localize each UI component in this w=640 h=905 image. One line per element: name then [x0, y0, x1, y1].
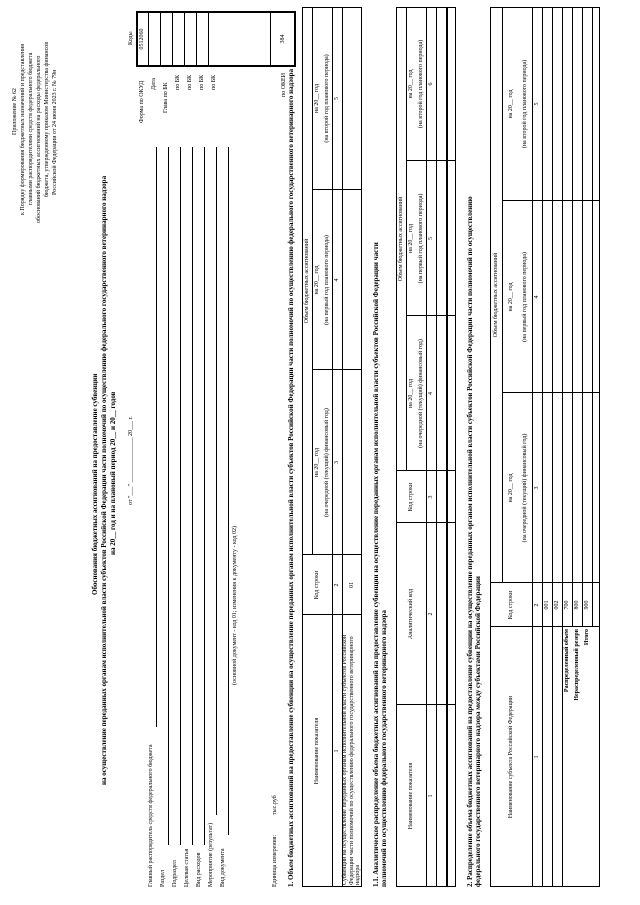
s2-total-code: 900 [583, 600, 590, 610]
s1-col-number: 3 [333, 461, 340, 464]
title-line-1: Обоснования бюджетных ассигнований на предоставление субвенции [91, 373, 99, 595]
right-label: по БК [199, 74, 205, 90]
s1-header-code: Код строки [313, 570, 320, 600]
s2-col-number: 4 [533, 295, 540, 299]
s11-header-analytic: Аналитический код [407, 588, 414, 640]
s2-header-name: Наименование субъекта Российской Федерации [507, 695, 514, 819]
s2-header-y3: на 20__ год [507, 89, 514, 119]
s2-header-y2: на 20__ год [507, 282, 514, 312]
right-label: по БК [175, 74, 181, 90]
s1-col-number: 1 [333, 749, 340, 753]
s11-col-number: 2 [427, 612, 434, 616]
s11-header-code: Код строки [407, 482, 414, 512]
left-label: Раздел [160, 870, 166, 887]
s2-total-code: 700 [563, 600, 570, 610]
s2-row-code: 002 [553, 600, 560, 610]
s2-total-label: Нераспределенный резерв [573, 629, 580, 701]
s1-col-number: 5 [333, 97, 340, 100]
s1-header-y1: на 20__ год [313, 447, 320, 478]
s2-total-code: 800 [573, 600, 580, 610]
s11-header-volume: Объем бюджетных ассигнований [397, 196, 404, 282]
s1-header-y1-sub: (на очередной (текущий) финансовый год) [323, 408, 330, 517]
title-line-2: на осуществление переданных органам исполнительной власти субъектов Российской Федерации части полномочий по осуществлению федерального государственного ветеринарного надзора [100, 175, 108, 785]
s1-row-label: Субвенции на осуществление переданных органам исполнительной власти субъектов Российской Федерации части полномочий по осуществлению федерального государственного ветеринарного надзора [341, 634, 362, 885]
s2-col-number: 5 [533, 102, 540, 106]
s11-header-name: Наименование показателя [407, 762, 414, 830]
right-label: по БК [211, 74, 217, 90]
s11-col-number: 1 [427, 794, 434, 798]
s1-value-y1[interactable] [342, 370, 362, 555]
s2-col-number: 2 [533, 603, 540, 607]
s11-header-y3: на 20__ год [407, 69, 414, 99]
s1-header-y3-sub: (на второй год планового периода) [323, 54, 330, 143]
s1-value-y3[interactable] [342, 7, 362, 190]
s1-header-y3: на 20__ год [313, 83, 320, 114]
codes-header: Коды [128, 31, 134, 45]
unit-label: Единица измерения: [272, 834, 278, 887]
s11-col-number: 5 [427, 237, 434, 240]
s2-header-volume: Объем бюджетных ассигнований [492, 252, 499, 338]
right-label: по БК [187, 74, 193, 90]
s1-header-name: Наименование показателя [313, 717, 320, 785]
s11-header-y2: на 20__ год [407, 223, 414, 254]
left-label: Целевая статья [184, 848, 190, 887]
s11-header-y1: на 20__ год [407, 378, 414, 409]
s2-row-code: 001 [543, 600, 550, 610]
left-label: Вид документа [220, 848, 226, 887]
appendix-line: к Порядку формирования бюджетных назначений и представления [20, 43, 26, 215]
right-label: Форма по ОКУД [139, 80, 145, 123]
s1-col-number: 4 [333, 278, 340, 282]
s1-header-y2: на 20__ год [313, 265, 320, 295]
appendix-line: Приложение № 62 [12, 88, 18, 135]
s2-header-y1: на 20__ год [507, 473, 514, 503]
s2-header-y1-sub: (на очередной (текущий) финансовый год) [521, 433, 528, 543]
appendix-line: главными распорядителями средств федерального бюджета [28, 52, 34, 205]
date-line: от "___" _______________ 20___ г. [128, 416, 134, 505]
s2-header-y3-sub: (на второй год планового периода) [521, 59, 528, 149]
s1-header-y2-sub: (на первый год планового периода) [323, 235, 330, 325]
left-label: Главный распорядитель средств федерального бюджета [148, 744, 154, 887]
appendix-line: Российской Федерации от 24 июня 2023 г. № 79н [52, 69, 58, 195]
appendix-line: бюджета, утвержденному приказом Министерства финансов [44, 41, 50, 197]
s11-col-number: 6 [427, 82, 434, 86]
s2-header-code: Код строки [507, 590, 514, 620]
s1-header-volume: Объем бюджетных ассигнований [303, 238, 310, 324]
right-label: Дата [151, 78, 157, 90]
s2-col-number: 1 [533, 755, 540, 759]
s11-header-y2-sub: (на первый год планового периода) [417, 193, 424, 284]
title-line-3: на 20__ год и на плановый период 20__ и 20__ годов [109, 391, 117, 555]
unit-value: тыс.руб [272, 795, 278, 815]
okei-code: 384 [280, 34, 286, 44]
left-label: Подраздел [172, 860, 178, 887]
section1-title: 1. Объем бюджетных ассигнований на предоставление субвенции на осуществление переданных органам исполнительной власти субъектов Российской Федерации части полномочий по осуществлению федерального государственного ветеринарного надзора [287, 69, 295, 887]
doc-type-hint: (основной документ - код 01; изменения к документу - код 02) [232, 526, 238, 685]
s2-total-label: Итого [583, 629, 590, 646]
s2-header-y2-sub: (на первый год планового периода) [521, 252, 528, 342]
s11-header-y3-sub: (на второй год планового периода) [417, 39, 424, 129]
s11-col-number: 3 [427, 495, 434, 499]
right-label: Глава по БК [163, 82, 169, 113]
s1-value-y2[interactable] [342, 190, 362, 370]
left-label: Вид расходов [196, 852, 202, 887]
appendix-line: обоснований бюджетных ассигнований на расходы федерального [36, 55, 42, 223]
s11-header-y1-sub: (на очередной (текущий) финансовый год) [417, 339, 424, 448]
s2-col-number: 3 [533, 486, 540, 490]
s2-total-label: Распределенный объем [563, 629, 570, 693]
okud-code: 0512060 [139, 28, 145, 50]
s1-col-number: 2 [333, 583, 340, 587]
section11-title: 1.1. Аналитическое распределение объема бюджетных ассигнований на предоставление субвенции на осуществление переданных органам исполнительной власти субъектов Российской Федерации части полномочий по осуществлению федерального государственного ветеринарного надзора [372, 242, 389, 887]
s11-col-number: 4 [427, 392, 434, 395]
right-label: по ОКЕИ [281, 72, 287, 97]
section2-title: 2. Распределение объема бюджетных ассигнований на предоставление субвенции на осуществление переданных органам исполнительной власти субъектов Российской Федерации части полномочий по осуществлению федерального государственного ветеринарного надзора между субъектами Российской Федерации [466, 196, 483, 887]
left-label: Мероприятие (результат) [208, 822, 214, 887]
s1-row-code: 01 [348, 582, 355, 588]
